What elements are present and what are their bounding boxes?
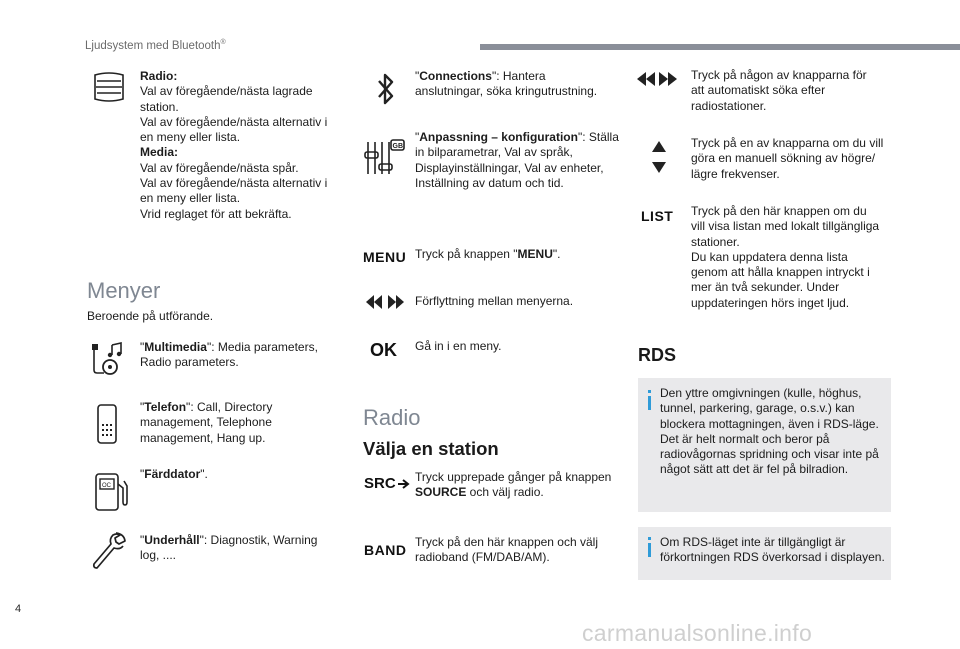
ok-desc: Gå in i en meny. — [415, 339, 502, 353]
phone-icon — [96, 404, 118, 444]
seek-arrows-icon — [636, 71, 678, 87]
menyer-heading: Menyer — [87, 278, 161, 303]
menu-item-telefon: "Telefon": Call, Directory management, Telephone management, Hang up. — [140, 400, 273, 445]
seek-desc: Tryck på någon av knapparna för att automatiskt söka efter radiostationer. — [691, 68, 867, 113]
menu-button-label: MENU — [363, 249, 407, 265]
header-bar — [480, 44, 960, 50]
rds-info-text-2: Om RDS-läget inte är tillgängligt är förkortningen RDS överkorsad i displayen. — [660, 535, 885, 565]
rds-info-box-2 — [638, 527, 891, 580]
menu-item-anpassning: "Anpassning – konfiguration": Ställa in bilparametrar, Val av språk, Displayinställningar, Val av enheter, Inställning av datum och tid. — [415, 130, 619, 190]
band-desc: Tryck på den här knappen och välj radioband (FM/DAB/AM). — [415, 535, 598, 565]
src-desc: Tryck upprepade gånger på knappen SOURCE och välj radio. — [415, 470, 612, 500]
info-icon — [648, 396, 651, 410]
src-button-label: SRC — [364, 475, 411, 492]
left-right-arrows-icon — [365, 294, 405, 310]
nav-desc: Förflyttning mellan menyerna. — [415, 294, 574, 308]
radio-heading: Radio — [363, 405, 421, 430]
source-arrow-icon — [397, 478, 411, 490]
fuel-pump-icon — [94, 472, 130, 512]
section-header: Ljudsystem med Bluetooth® — [85, 39, 226, 52]
settings-sliders-icon — [362, 138, 406, 178]
svg-text:OC: OC — [102, 483, 111, 489]
list-button-label: LIST — [641, 208, 674, 224]
menu-item-connections: "Connections": Hantera anslutningar, söka kringutrustning. — [415, 69, 598, 99]
manual-desc: Tryck på en av knapparna om du vill göra en manuell sökning av högre/ lägre frekvenser. — [691, 136, 884, 181]
page-number: 4 — [15, 603, 22, 615]
menu-item-underhall: "Underhåll": Diagnostik, Warning log, .... — [140, 533, 318, 563]
band-button-label: BAND — [364, 542, 407, 558]
bluetooth-icon — [376, 72, 396, 106]
ok-button-label: OK — [370, 340, 397, 360]
valja-station-heading: Välja en station — [363, 438, 499, 459]
menyer-intro: Beroende på utförande. — [87, 309, 214, 323]
rds-heading: RDS — [638, 345, 677, 365]
radio-media-desc: Radio: Val av föregående/nästa lagrade station. Val av föregående/nästa alternativ i en meny eller lista. Media: Val av föregående/nästa spår. Val av föregående/nästa alternativ i en meny eller lista. Vrid reglaget för att bekräfta. — [140, 69, 328, 221]
up-down-arrows-icon — [651, 140, 667, 174]
list-desc: Tryck på den här knappen om du vill visa listan med lokalt tillgängliga stationer. Du kan uppdatera denna lista genom att hålla knappen intryckt i mer än två sekunder. Under uppdateringen hörs inget ljud. — [691, 204, 880, 310]
info-icon — [648, 543, 651, 557]
rds-info-box-1 — [638, 378, 891, 512]
rds-info-text-1: Den yttre omgivningen (kulle, höghus, tunnel, parkering, garage, o.s.v.) kan blockera mottagningen, även i RDS-läge. Det är helt normalt och beror på radiovågornas spridning och visar inte på något sätt att det är fel på bilradion. — [660, 386, 879, 477]
multimedia-icon — [88, 340, 128, 376]
menu-item-farddator: "Färddator". — [140, 467, 208, 481]
menu-item-multimedia: "Multimedia": Media parameters, Radio parameters. — [140, 340, 318, 370]
scroll-wheel-icon — [92, 70, 126, 104]
wrench-icon — [90, 530, 128, 572]
svg-text:GB: GB — [392, 143, 403, 150]
menu-button-desc: Tryck på knappen "MENU". — [415, 247, 561, 261]
watermark: carmanualsonline.info — [582, 620, 813, 646]
